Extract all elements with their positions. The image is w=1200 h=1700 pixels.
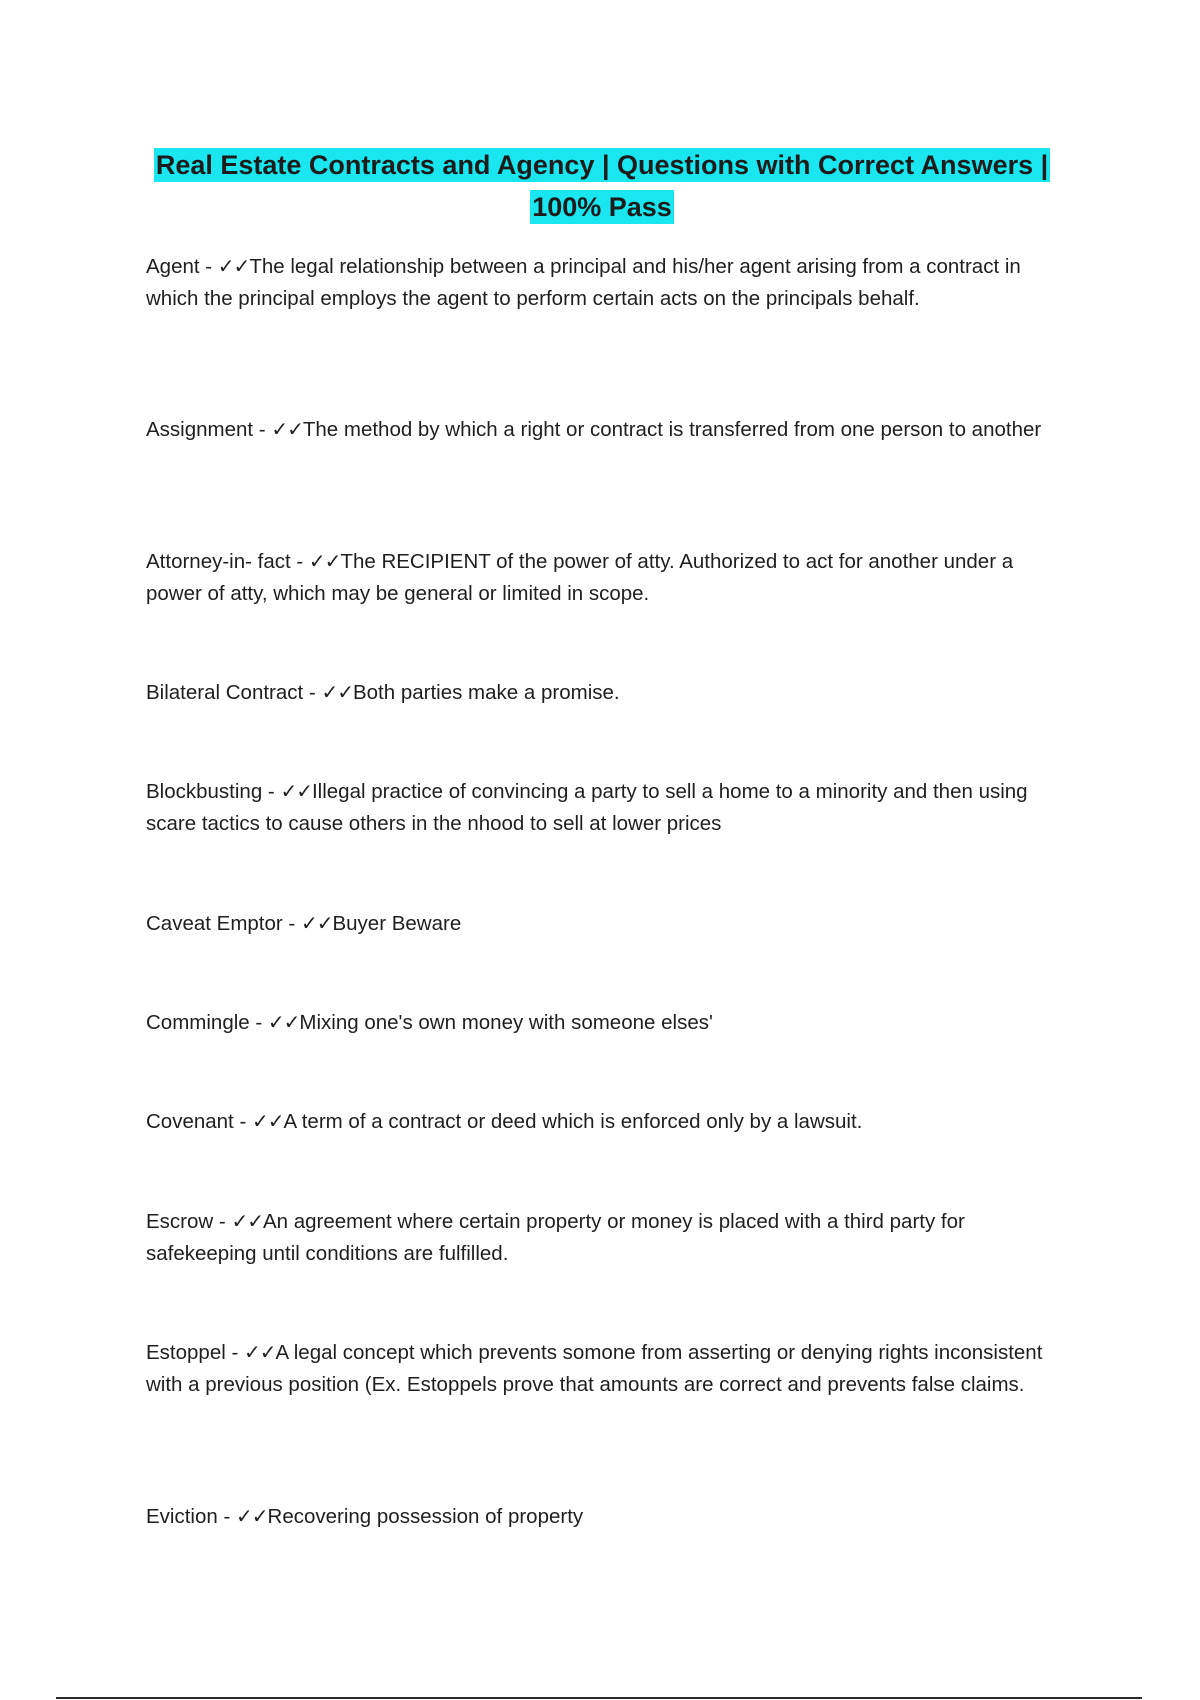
entry-assignment xyxy=(146,413,1066,446)
entry-term: Caveat Emptor xyxy=(146,912,283,935)
entry-separator: - xyxy=(262,780,281,803)
check-marks-icon: ✓✓ xyxy=(300,911,333,935)
title-highlight: Real Estate Contracts and Agency | Questions with Correct Answers | 100% Pass xyxy=(155,150,1049,222)
entry-term: Assignment xyxy=(146,418,254,441)
entry-term: Estoppel xyxy=(146,1341,226,1364)
entry-definition: Both parties make a promise. xyxy=(352,681,620,704)
entry-definition: The legal relationship between a principal and his/her agent arising from a contract in which the principal employs the agent to perform certain acts on the principals behalf. xyxy=(146,255,1021,310)
check-marks-icon: ✓✓ xyxy=(251,1109,284,1133)
check-marks-icon: ✓✓ xyxy=(321,680,353,704)
check-marks-icon: ✓✓ xyxy=(236,1504,268,1528)
entry-separator: - xyxy=(282,912,301,935)
entry-term: Bilateral Contract xyxy=(146,681,304,704)
entry-definition: A term of a contract or deed which is enforced only by a lawsuit. xyxy=(283,1110,863,1133)
entry-attorney-in-fact xyxy=(146,545,1066,610)
entry-covenant xyxy=(146,1105,1066,1138)
entry-definition: Recovering possession of property xyxy=(267,1505,584,1528)
entry-definition: Illegal practice of convincing a party to sell a home to a minority and then using scare tactics to cause others in the nhood to sell at lower prices xyxy=(146,780,1028,835)
entry-escrow xyxy=(146,1205,1066,1270)
entry-agent xyxy=(146,250,1066,315)
entry-separator: - xyxy=(233,1110,252,1133)
entry-separator: - xyxy=(217,1505,236,1528)
entry-term: Covenant xyxy=(146,1110,234,1133)
entry-blockbusting xyxy=(146,775,1066,840)
entry-term: Commingle xyxy=(146,1011,250,1034)
check-marks-icon: ✓✓ xyxy=(308,549,341,573)
entry-bilateral-contract xyxy=(146,676,1066,709)
check-marks-icon: ✓✓ xyxy=(244,1340,276,1364)
entry-eviction xyxy=(146,1500,1066,1533)
check-marks-icon: ✓✓ xyxy=(217,254,250,278)
check-marks-icon: ✓✓ xyxy=(271,417,303,441)
entry-separator: - xyxy=(249,1011,268,1034)
entry-separator: - xyxy=(213,1210,232,1233)
entry-term: Blockbusting xyxy=(146,780,263,803)
entry-estoppel xyxy=(146,1336,1066,1401)
entry-definition: The method by which a right or contract is transferred from one person to another xyxy=(302,418,1042,441)
entry-caveat-emptor xyxy=(146,907,1066,940)
entry-separator: - xyxy=(303,681,322,704)
entry-definition: Buyer Beware xyxy=(332,912,462,935)
entry-separator: - xyxy=(225,1341,244,1364)
entry-definition: The RECIPIENT of the power of atty. Authorized to act for another under a power of atty, which may be general or limited in scope. xyxy=(146,550,1014,605)
check-marks-icon: ✓✓ xyxy=(280,779,312,803)
check-marks-icon: ✓✓ xyxy=(267,1010,300,1034)
entry-separator: - xyxy=(290,550,309,573)
entry-definition: An agreement where certain property or money is placed with a third party for safekeeping until conditions are fulfilled. xyxy=(146,1210,965,1265)
entry-separator: - xyxy=(199,255,218,278)
entry-commingle xyxy=(146,1006,1066,1039)
footer-divider xyxy=(56,1697,1142,1699)
entry-term: Agent xyxy=(146,255,200,278)
document-title xyxy=(147,144,1057,228)
entry-definition: A legal concept which prevents somone from asserting or denying rights inconsistent with a previous position (Ex. Estoppels prove that amounts are correct and prevents false claims. xyxy=(146,1341,1043,1396)
entry-term: Eviction xyxy=(146,1505,218,1528)
entry-term: Attorney-in- fact xyxy=(146,550,291,573)
check-marks-icon: ✓✓ xyxy=(231,1209,263,1233)
entry-definition: Mixing one's own money with someone elses' xyxy=(299,1011,713,1034)
entry-term: Escrow xyxy=(146,1210,214,1233)
entry-separator: - xyxy=(253,418,272,441)
